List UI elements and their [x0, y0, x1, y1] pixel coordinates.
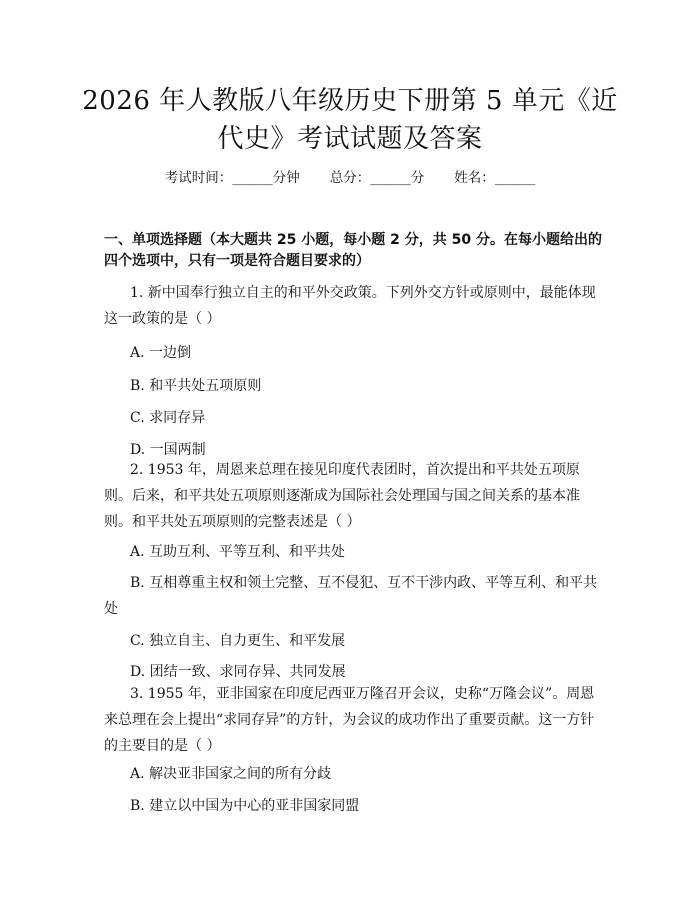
- section-heading: 一、单项选择题（本大题共 25 小题，每小题 2 分，共 50 分。在每小题给出的四个选项中，只有一项是符合题目要求的）: [104, 232, 602, 269]
- question-1-stem: 1. 新中国奉行独立自主的和平外交政策。下列外交方针或原则中，最能体现这一政策的是（ ）: [104, 285, 596, 327]
- exam-time: 考试时间：______分钟: [164, 170, 300, 186]
- question-1-option-c: C. 求同存异: [130, 410, 206, 426]
- question-2-option-c: C. 独立自主、自力更生、和平发展: [130, 633, 346, 649]
- question-1-option-d: D. 一国两制: [130, 442, 206, 458]
- question-2-option-d: D. 团结一致、求同存异、共同发展: [130, 664, 346, 680]
- question-3-stem: 3. 1955 年，亚非国家在印度尼西亚万隆召开会议，史称“万隆会议”。周恩来总理在会上提出“求同存异”的方针，为会议的成功作出了重要贡献。这一方针的主要目的是（ ）: [104, 686, 595, 754]
- exam-score: 总分：______分: [329, 170, 425, 186]
- exam-name: 姓名：______: [454, 170, 536, 186]
- document-title: [80, 82, 620, 158]
- question-3-option-b: B. 建立以中国为中心的亚非国家同盟: [130, 798, 360, 814]
- question-3-option-a: A. 解决亚非国家之间的所有分歧: [130, 766, 332, 782]
- title-line-2: 代史》考试试题及答案: [217, 124, 483, 154]
- question-2-option-a: A. 互助互利、平等互利、和平共处: [130, 544, 346, 560]
- question-1-option-b: B. 和平共处五项原则: [130, 378, 262, 394]
- question-2-stem: 2. 1953 年，周恩来总理在接见印度代表团时，首次提出和平共处五项原则。后来，和平共处五项原则逐渐成为国际社会处理国与国之间关系的基本准则。和平共处五项原则的完整表述是（ ）: [104, 462, 580, 530]
- title-line-1: 2026 年人教版八年级历史下册第 5 单元《近: [82, 86, 618, 116]
- question-1-option-a: A. 一边倒: [130, 345, 192, 361]
- question-2-option-b: B. 互相尊重主权和领土完整、互不侵犯、互不干涉内政、平等互利、和平共处: [104, 575, 598, 617]
- exam-info: [0, 168, 700, 188]
